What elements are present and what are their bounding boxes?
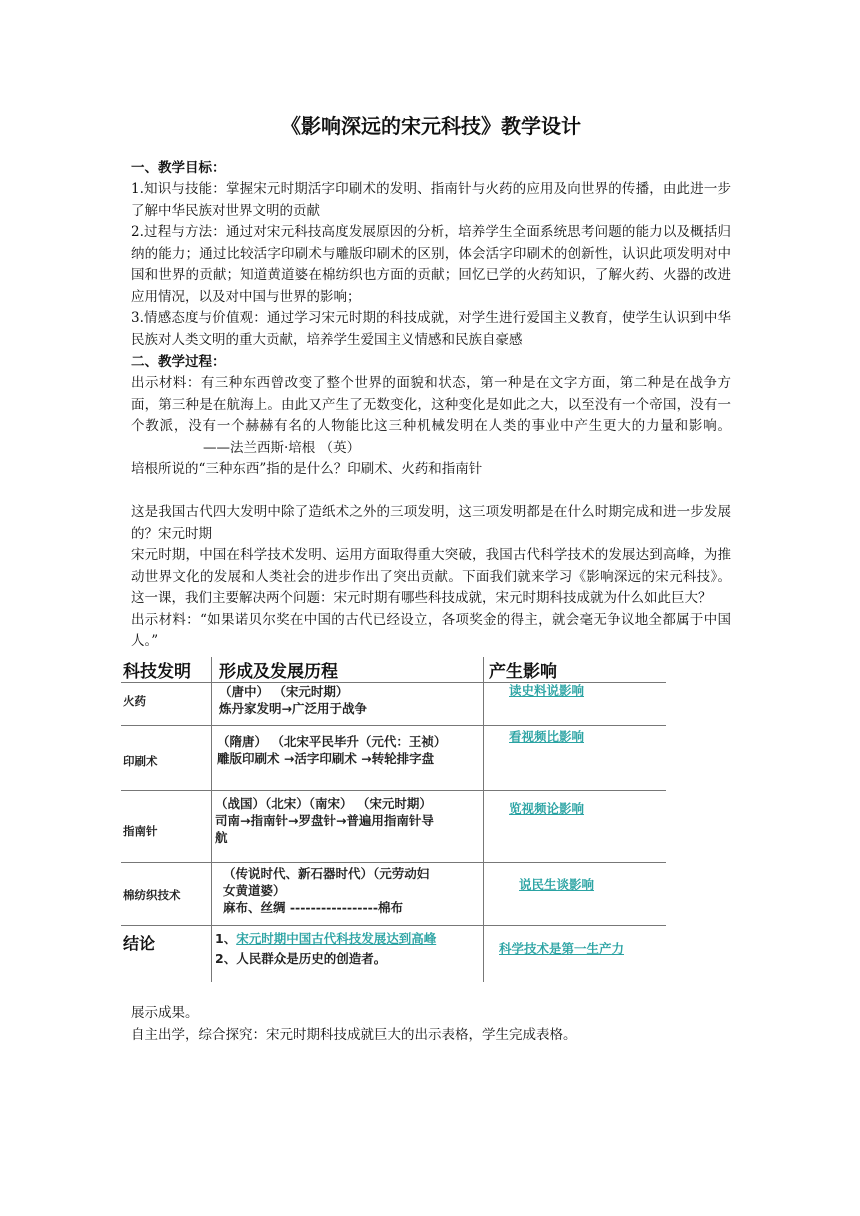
table-header-invention: 科技发明 xyxy=(123,661,191,682)
row-label-cotton: 棉纺织技术 xyxy=(123,887,181,902)
table-header-history: 形成及发展历程 xyxy=(219,661,338,682)
row-label-printing: 印刷术 xyxy=(123,753,158,768)
row-impact-compass[interactable]: 览视频论影响 xyxy=(509,800,585,816)
question-1: 培根所说的“三种东西”指的是什么？印刷术、火药和指南针 xyxy=(131,461,483,477)
conclusion-label: 结论 xyxy=(123,933,156,953)
row-label-compass: 指南针 xyxy=(123,823,158,838)
document-page xyxy=(123,110,731,1046)
history-line: （战国）（北宋）（南宋） （宋元时期） xyxy=(215,795,432,811)
row-impact-printing[interactable]: 看视频比影响 xyxy=(509,728,585,744)
table-header-impact: 产生影响 xyxy=(489,661,557,682)
history-line: 麻布、丝绸 -----------------棉布 xyxy=(223,899,404,915)
history-line: 女黄道婆） xyxy=(223,882,286,898)
history-line: 雕版印刷术 →活字印刷术 →转轮排字盘 xyxy=(217,750,435,766)
row-history-printing xyxy=(217,733,446,767)
history-line: （传说时代、新石器时代）（元劳动妇 xyxy=(223,865,430,881)
conclusion-1-prefix: 1、 xyxy=(215,930,237,946)
objective-item-2: 2.过程与方法：通过对宋元科技高度发展原因的分析，培养学生全面系统思考问题的能力以及概括归纳的能力；通过比较活字印刷术与雕版印刷术的区别，体会活字印刷术的创新性，认识此项发明对中国和世界的贡献；知道黄道婆在棉纺织也方面的贡献；回忆已学的火药知识，了解火药、火器的改进应用情况，以及对中国与世界的影响； xyxy=(131,224,731,305)
document-title: 《影响深远的宋元科技》教学设计 xyxy=(281,114,581,138)
material-paragraph: 出示材料：“如果诺贝尔奖在中国的古代已经设立，各项奖金的得主，就会毫无争议地全都属于中国人。” xyxy=(131,611,731,649)
quote-source: ——法兰西斯·培根 （英） xyxy=(203,439,361,456)
section-heading-process: 二、教学过程： xyxy=(131,354,226,370)
show-results: 展示成果。 xyxy=(131,1005,199,1021)
conclusion-text xyxy=(215,929,436,969)
history-line: （唐中） （宋元时期） xyxy=(219,683,349,699)
conclusion-1-text: 宋元时期中国古代科技发展达到高峰 xyxy=(236,930,437,946)
conclusion-2: 2、人民群众是历史的创造者。 xyxy=(215,950,387,966)
question-2: 这是我国古代四大发明中除了造纸术之外的三项发明，这三项发明都是在什么时期完成和进一步发展的？宋元时期 xyxy=(131,504,731,542)
objective-item-3: 3.情感态度与价值观：通过学习宋元时期的科技成就，对学生进行爱国主义教育，使学生认识到中华民族对人类文明的重大贡献，培养学生爱国主义情感和民族自豪感 xyxy=(131,310,731,348)
invention-table xyxy=(121,657,676,982)
row-impact-cotton[interactable]: 说民生谈影响 xyxy=(519,876,595,892)
history-line: 司南→指南针→罗盘针→普遍用指南针导 xyxy=(215,812,434,828)
row-impact-gunpowder[interactable]: 读史料说影响 xyxy=(509,682,585,698)
conclusion-impact[interactable]: 科学技术是第一生产力 xyxy=(499,940,625,956)
section-heading-objectives: 一、教学目标： xyxy=(131,160,226,176)
self-study-paragraph: 自主出学，综合探究：宋元时期科技成就巨大的出示表格，学生完成表格。 xyxy=(131,1026,577,1043)
intro-paragraph: 宋元时期，中国在科学技术发明、运用方面取得重大突破，我国古代科学技术的发展达到高峰，为推动世界文化的发展和人类社会的进步作出了突出贡献。下面我们就来学习《影响深远的宋元科技》。这一课，我们主要解决两个问题：宋元时期有哪些科技成就，宋元时期科技成就为什么如此巨大？ xyxy=(131,547,731,606)
row-history-compass xyxy=(215,795,434,846)
history-line: 炼丹家发明→广泛用于战争 xyxy=(219,700,367,716)
quote-paragraph xyxy=(131,373,731,459)
row-history-cotton xyxy=(223,865,429,916)
quote-text: 出示材料：有三种东西曾改变了整个世界的面貌和状态，第一种是在文字方面，第二种是在战争方面，第三种是在航海上。由此又产生了无数变化，这种变化是如此之大，以至没有一个帝国，没有一个教派，没有一个赫赫有名的人物能比这三种机械发明在人类的事业中产生更大的力量和影响。 xyxy=(131,375,731,434)
row-label-gunpowder: 火药 xyxy=(123,693,146,708)
row-history-gunpowder xyxy=(219,683,367,717)
history-line: （隋唐） （北宋平民毕升（元代：王祯） xyxy=(217,733,447,749)
history-line: 航 xyxy=(215,829,228,845)
objective-item-1: 1.知识与技能：掌握宋元时期活字印刷术的发明、指南针与火药的应用及向世界的传播，由此进一步了解中华民族对世界文明的贡献 xyxy=(131,181,731,219)
